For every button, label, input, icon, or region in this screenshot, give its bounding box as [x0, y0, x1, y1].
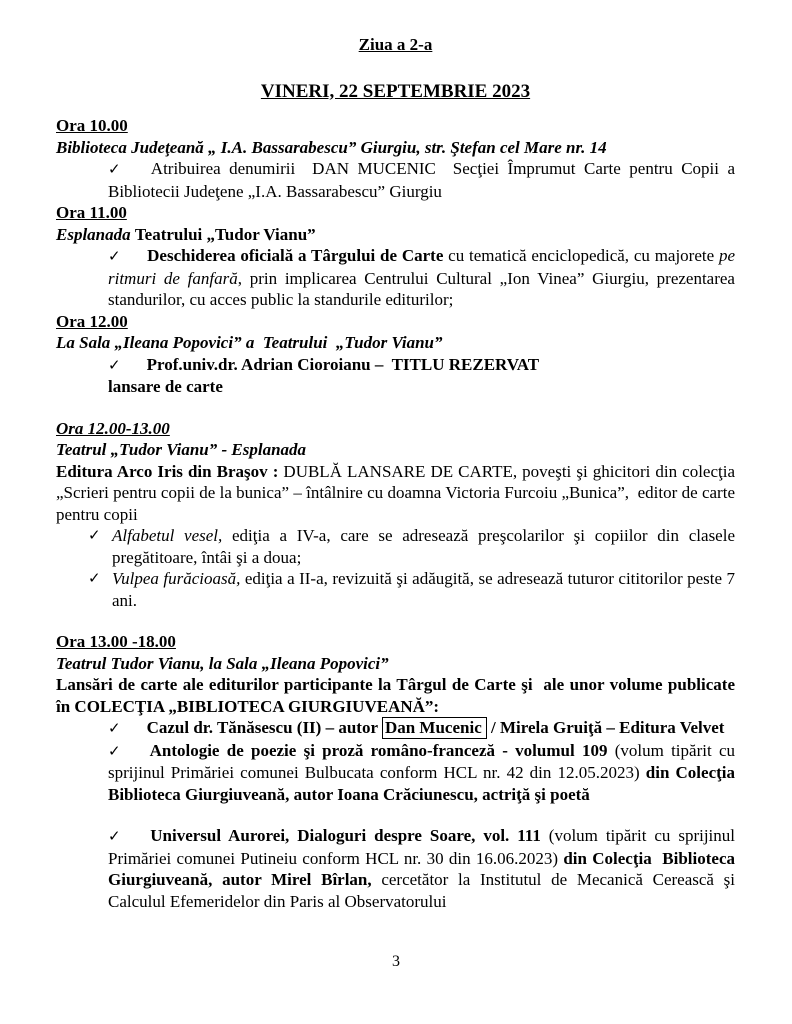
- paragraph: [56, 311, 735, 333]
- page-number: 3: [392, 952, 400, 970]
- text-segment: Ora 10.00: [56, 116, 128, 135]
- bullet-item: [108, 825, 735, 912]
- text-segment: Ora 12.00: [56, 311, 128, 331]
- text-segment: Atribuirea denumirii DAN MUCENIC Secţiei Împrumut Carte pentru Copii a Bibliotecii Judeţene „I.A. Bassarabescu” Giurgiu: [108, 159, 735, 201]
- boxed-name: Dan Mucenic: [382, 717, 487, 739]
- text-segment: Biblioteca Judeţeană „ I.A. Bassarabescu” Giurgiu, str. Ştefan cel Mare nr. 14: [56, 137, 607, 157]
- paragraph: [108, 376, 735, 398]
- paragraph: [56, 115, 735, 137]
- text-segment: Prof.univ.dr. Adrian Cioroianu – TITLU REZERVAT: [146, 354, 540, 374]
- paragraph: [56, 418, 735, 440]
- text-segment: Esplanada: [56, 224, 135, 244]
- text-segment: Lansări de carte ale editurilor participante la Târgul de Carte şi ale unor volume publicate în COLECŢIA „BIBLIOTECA GIURGIUVEANĂ”:: [56, 675, 735, 716]
- checkmark-icon: ✓: [108, 160, 125, 178]
- paragraph: [56, 224, 735, 246]
- document-body: [56, 115, 735, 912]
- checkmark-icon: ✓: [88, 526, 101, 544]
- checkmark-icon: ✓: [108, 247, 122, 265]
- text-segment: ediţia a IV-a, care se adresează preşcolarilor şi copiilor din clasele pregătitoare, întâi şi a doua;: [112, 526, 735, 567]
- spacer: [56, 398, 735, 418]
- bullet-item: [108, 245, 735, 311]
- paragraph: [56, 332, 735, 354]
- checkmark-icon: ✓: [88, 569, 101, 587]
- paragraph: [56, 202, 735, 224]
- text-segment: (volum tipărit cu sprijinul Primăriei comunei Putineiu conform HCL nr. 30 din 16.06.2023): [108, 826, 735, 868]
- text-segment: Teatrului „Tudor Vianu”: [134, 224, 316, 244]
- paragraph: [56, 137, 735, 159]
- text-segment: Editura Arco Iris din Braşov :: [56, 461, 279, 481]
- text-segment: pe ritmuri de fanfară: [108, 246, 735, 288]
- checkmark-icon: ✓: [108, 355, 121, 374]
- bullet-item: [88, 568, 735, 611]
- paragraph: [56, 653, 735, 675]
- checkmark-icon: ✓: [108, 741, 124, 760]
- text-segment: (volum tipărit cu sprijinul Primăriei comunei Bulbucata conform HCL nr. 42 din 12.05.2023): [108, 740, 735, 782]
- text-segment: Vulpea furăcioasă,: [112, 569, 241, 588]
- text-segment: ediţia a II-a, revizuită şi adăugită, se adresează tuturor cititorilor peste 7 ani.: [112, 569, 735, 610]
- text-segment: din Colecţia Biblioteca Giurgiuveană, autor Mirel Bîrlan,: [108, 848, 735, 889]
- text-segment: , prin implicarea Centrului Cultural „Ion Vinea” Giurgiu, prezentarea standurilor, cu acces public la standurile editurilor;: [108, 268, 735, 309]
- text-segment: Ora 12.00-13.00: [56, 418, 170, 438]
- text-segment: cu tematică enciclopedică, cu majorete: [443, 246, 719, 265]
- paragraph: [56, 439, 735, 461]
- text-segment: Ora 11.00: [56, 203, 127, 222]
- text-segment: Teatrul Tudor Vianu, la Sala „Ileana Popovici”: [56, 653, 389, 673]
- bullet-item: [108, 158, 735, 202]
- text-segment: Teatrul „Tudor Vianu” - Esplanada: [56, 440, 307, 459]
- text-segment: Universul Aurorei, Dialoguri despre Soare, vol. 111: [150, 826, 549, 845]
- text-segment: Antologie de poezie şi proză româno-franceză - volumul 109: [149, 740, 615, 760]
- paragraph: [56, 631, 735, 653]
- bullet-text: [112, 525, 735, 568]
- text-segment: lansare de carte: [108, 377, 223, 396]
- text-segment: Deschiderea oficială a Târgului de Carte: [147, 246, 444, 265]
- spacer: [56, 805, 735, 825]
- text-segment: Cazul dr. Tănăsescu (II) – autor: [146, 718, 382, 737]
- text-segment: DUBLĂ LANSARE DE CARTE, poveşti şi ghicitori din colecţia „Scrieri pentru copii de la bunica” – întâlnire cu doamna Victoria Furcoiu „Bunica”, editor de carte pentru copii: [56, 461, 736, 524]
- checkmark-icon: ✓: [108, 827, 125, 845]
- text-segment: Ora 13.00 -18.00: [56, 632, 176, 651]
- day-title: Ziua a 2-a: [358, 35, 433, 54]
- bullet-item: [108, 740, 735, 806]
- checkmark-icon: ✓: [108, 719, 121, 737]
- text-segment: Alfabetul vesel,: [112, 526, 223, 545]
- text-segment: din Colecţia Biblioteca Giurgiuveană, autor Ioana Crăciunescu, actriţă şi poetă: [108, 763, 735, 804]
- date-title: VINERI, 22 SEPTEMBRIE 2023: [260, 80, 531, 102]
- bullet-text: [112, 568, 735, 611]
- text-segment: La Sala „Ileana Popovici” a Teatrului „Tudor Vianu”: [56, 333, 443, 352]
- spacer: [56, 611, 735, 631]
- text-segment: / Mirela Gruiţă – Editura Velvet: [486, 718, 725, 737]
- bullet-item: [88, 525, 735, 568]
- text-segment: cercetător la Institutul de Mecanică Cerească şi Calculul Efemeridelor din Paris al Observatorului: [108, 870, 735, 911]
- paragraph: [56, 674, 735, 717]
- bullet-item: [108, 717, 735, 740]
- bullet-item: [108, 354, 735, 377]
- paragraph: [56, 461, 735, 526]
